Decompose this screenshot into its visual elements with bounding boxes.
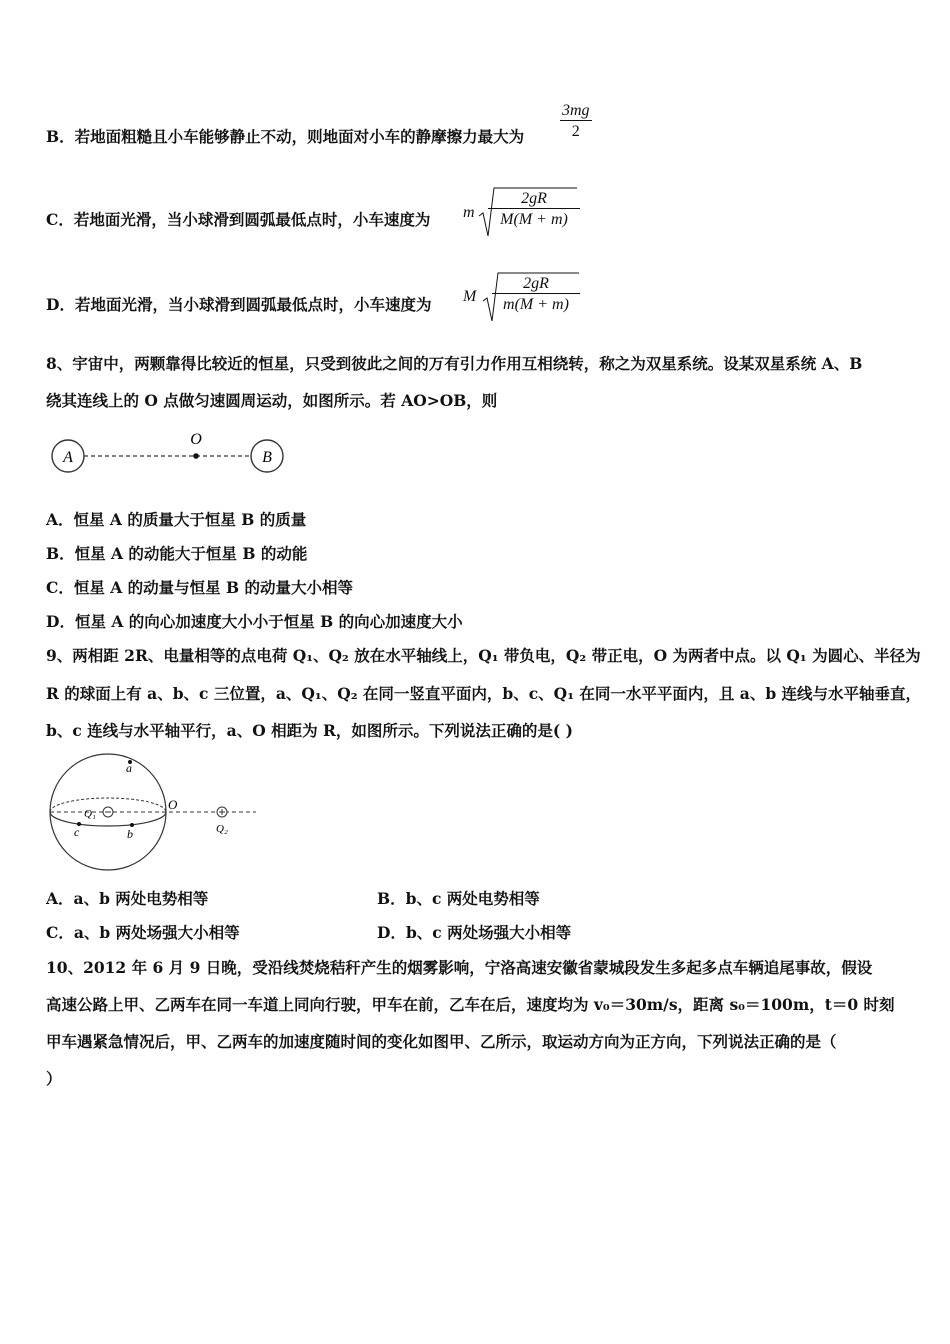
binary-star-figure [46,428,296,478]
fraction-denominator: M(M + m) [500,211,568,228]
fraction-numerator: 3mg [562,102,590,119]
star-a-label: A [63,449,73,466]
q9-option-c: C．a、b 两处场强大小相等 [46,923,240,942]
q9-option-d: D．b、c 两处场强大小相等 [377,923,572,942]
q7-option-c-fraction [488,190,580,229]
point-b-label: b [127,827,133,841]
fraction-denominator: m(M + m) [503,296,569,313]
q9-option-a: A．a、b 两处电势相等 [46,889,209,908]
point-c-label: c [74,825,80,839]
q10-stem-line-4: ） [46,1069,62,1088]
q9-stem-line-2: R 的球面上有 a、b、c 三位置，a、Q₁、Q₂ 在同一竖直平面内，b、c、Q₁ 在同一水平平面内，且 a、b 连线与水平轴垂直， [46,684,922,703]
q8-stem-line-2: 绕其连线上的 O 点做匀速圆周运动，如图所示。若 AO>OB，则 [46,391,498,410]
q8-option-a: A．恒星 A 的质量大于恒星 B 的质量 [46,510,307,529]
q10-stem-line-3: 甲车遇紧急情况后，甲、乙两车的加速度随时间的变化如图甲、乙所示，取运动方向为正方向，下列说法正确的是（ [46,1032,837,1051]
q9-stem-line-3: b、c 连线与水平轴平行，a、O 相距为 R，如图所示。下列说法正确的是( ) [46,721,573,740]
charge-q2-label: Q₂ [216,823,228,835]
point-a-label: a [126,761,132,775]
point-o-label: O [190,431,202,448]
q7-option-d-coefficient: M [463,288,477,305]
q8-stem-line-1: 8、宇宙中，两颗靠得比较近的恒星，只受到彼此之间的万有引力作用互相绕转，称之为双星系统。设某双星系统 A、B [46,354,863,373]
q8-option-c: C．恒星 A 的动量与恒星 B 的动量大小相等 [46,578,354,597]
q7-option-c: C．若地面光滑，当小球滑到圆弧最低点时，小车速度为 [46,210,431,229]
q8-option-b: B．恒星 A 的动能大于恒星 B 的动能 [46,544,308,563]
q8-option-d: D．恒星 A 的向心加速度大小小于恒星 B 的向心加速度大小 [46,612,463,631]
center-point-o [193,453,199,459]
fraction-denominator: 2 [571,123,580,140]
point-o-label: O [168,797,178,812]
q7-option-d: D．若地面光滑，当小球滑到圆弧最低点时，小车速度为 [46,295,432,314]
q7-option-b-fraction [560,102,592,141]
q9-stem-line-1: 9、两相距 2R、电量相等的点电荷 Q₁、Q₂ 放在水平轴线上，Q₁ 带负电，Q₂ 带正电，O 为两者中点。以 Q₁ 为圆心、半径为 [46,646,921,665]
q7-option-c-coefficient: m [463,204,475,221]
q7-option-b: B．若地面粗糙且小车能够静止不动，则地面对小车的静摩擦力最大为 [46,127,525,146]
q7-option-d-fraction [492,275,580,314]
q10-stem-line-2: 高速公路上甲、乙两车在同一车道上同向行驶，甲车在前，乙车在后，速度均为 v₀＝30m/s，距离 s₀＝100m，t＝0 时刻 [46,995,895,1014]
q10-stem-line-1: 10、2012 年 6 月 9 日晚，受沿线焚烧秸秆产生的烟雾影响，宁洛高速安徽省蒙城段发生多起多点车辆追尾事故，假设 [46,958,873,977]
fraction-numerator: 2gR [492,275,580,294]
charge-q1-label: Q₁ [84,808,96,820]
sphere-charge-figure [46,752,261,876]
q9-option-b: B．b、c 两处电势相等 [377,889,540,908]
fraction-numerator: 2gR [488,190,580,209]
star-b-label: B [262,449,272,466]
